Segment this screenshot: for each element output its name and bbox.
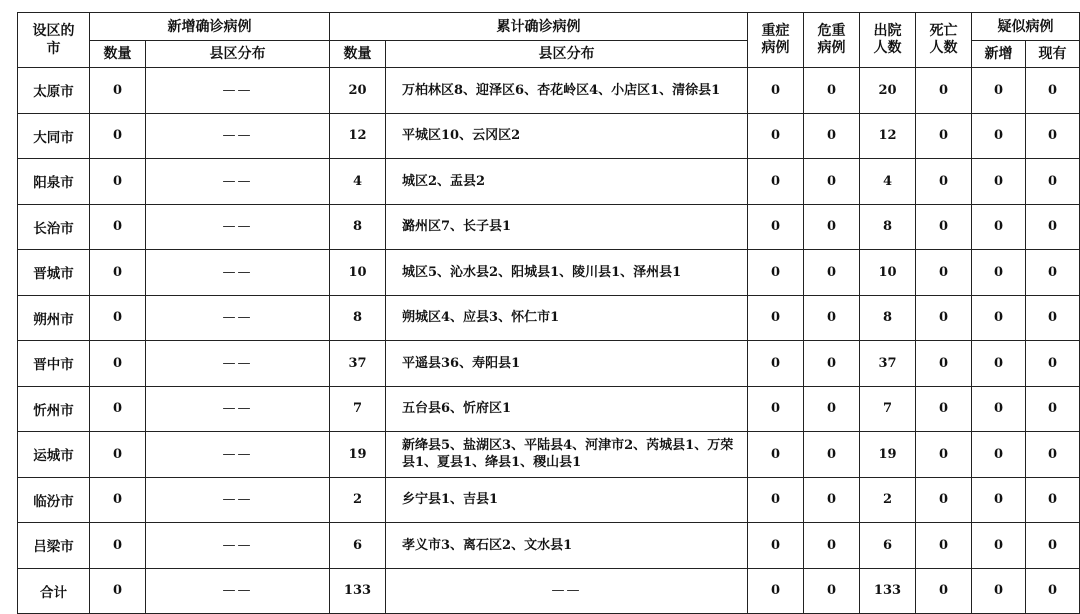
cell-suspected-new: 0	[972, 113, 1026, 159]
cell-new-district: ——	[146, 523, 330, 569]
cell-cum-district: 平城区10、云冈区2	[386, 113, 748, 159]
table-row	[18, 295, 1080, 341]
cell-cum-count: 37	[330, 341, 386, 387]
cell-cum-count: 10	[330, 250, 386, 296]
cell-suspected-current: 0	[1026, 204, 1080, 250]
cell-critical: 0	[804, 432, 860, 478]
covid-statistics-table-container	[17, 12, 1080, 614]
cell-new-count: 0	[90, 295, 146, 341]
cell-deaths: 0	[916, 68, 972, 114]
cell-severe: 0	[748, 295, 804, 341]
table-row	[18, 386, 1080, 432]
table-row	[18, 341, 1080, 387]
cell-discharged: 7	[860, 386, 916, 432]
cell-cum-count: 4	[330, 159, 386, 205]
cell-suspected-new: 0	[972, 523, 1026, 569]
cell-suspected-new: 0	[972, 250, 1026, 296]
cell-new-district: ——	[146, 113, 330, 159]
cell-new-count: 0	[90, 386, 146, 432]
total-row	[18, 568, 1080, 613]
table-row	[18, 204, 1080, 250]
cell-new-district: ——	[146, 432, 330, 478]
header-critical: 危重 病例	[804, 13, 860, 68]
header-cum-district: 县区分布	[386, 41, 748, 68]
cell-critical: 0	[804, 523, 860, 569]
cell-cum-district: 城区2、盂县2	[386, 159, 748, 205]
cell-critical: 0	[804, 250, 860, 296]
cell-city: 晋中市	[18, 341, 90, 387]
cell-severe: 0	[748, 68, 804, 114]
cell-discharged: 6	[860, 523, 916, 569]
cell-new-district: ——	[146, 386, 330, 432]
cell-city: 吕梁市	[18, 523, 90, 569]
header-city-line1: 设区的	[32, 23, 75, 39]
cell-critical: 0	[804, 386, 860, 432]
cell-suspected-current: 0	[1026, 523, 1080, 569]
cell-new-district: ——	[146, 477, 330, 523]
cell-deaths: 0	[916, 432, 972, 478]
cell-discharged: 19	[860, 432, 916, 478]
cell-new-district: ——	[146, 204, 330, 250]
cell-suspected-new: 0	[972, 68, 1026, 114]
cell-city: 长治市	[18, 204, 90, 250]
cell-suspected-new: 0	[972, 204, 1026, 250]
cell-suspected-current: 0	[1026, 113, 1080, 159]
cell-suspected-current: 0	[1026, 159, 1080, 205]
cell-city: 朔州市	[18, 295, 90, 341]
cell-new-district: ——	[146, 159, 330, 205]
cell-deaths: 0	[916, 250, 972, 296]
cell-new-count: 0	[90, 568, 146, 613]
table-row	[18, 432, 1080, 478]
header-deaths: 死亡 人数	[916, 13, 972, 68]
cell-severe: 0	[748, 113, 804, 159]
cell-cum-count: 133	[330, 568, 386, 613]
header-row-1	[18, 13, 1080, 41]
cell-suspected-current: 0	[1026, 386, 1080, 432]
cell-deaths: 0	[916, 204, 972, 250]
cell-deaths: 0	[916, 523, 972, 569]
cell-suspected-current: 0	[1026, 295, 1080, 341]
cell-cum-count: 20	[330, 68, 386, 114]
cell-discharged: 37	[860, 341, 916, 387]
cell-suspected-current: 0	[1026, 68, 1080, 114]
cell-cum-district: 五台县6、忻府区1	[386, 386, 748, 432]
cell-severe: 0	[748, 477, 804, 523]
cell-discharged: 12	[860, 113, 916, 159]
cell-discharged: 20	[860, 68, 916, 114]
table-row	[18, 159, 1080, 205]
cell-severe: 0	[748, 568, 804, 613]
cell-city: 合计	[18, 568, 90, 613]
cell-critical: 0	[804, 159, 860, 205]
header-cumulative-confirmed: 累计确诊病例	[330, 13, 748, 41]
cell-cum-count: 8	[330, 295, 386, 341]
cell-discharged: 8	[860, 204, 916, 250]
cell-new-district: ——	[146, 341, 330, 387]
cell-severe: 0	[748, 523, 804, 569]
cell-suspected-new: 0	[972, 295, 1026, 341]
cell-suspected-new: 0	[972, 432, 1026, 478]
cell-new-count: 0	[90, 204, 146, 250]
cell-cum-district: 平遥县36、寿阳县1	[386, 341, 748, 387]
header-suspected: 疑似病例	[972, 13, 1080, 41]
cell-cum-district: 潞州区7、长子县1	[386, 204, 748, 250]
cell-cum-district: 城区5、沁水县2、阳城县1、陵川县1、泽州县1	[386, 250, 748, 296]
cell-severe: 0	[748, 432, 804, 478]
cell-suspected-current: 0	[1026, 477, 1080, 523]
cell-deaths: 0	[916, 341, 972, 387]
cell-new-count: 0	[90, 432, 146, 478]
header-cum-quantity: 数量	[330, 41, 386, 68]
cell-critical: 0	[804, 295, 860, 341]
cell-cum-count: 6	[330, 523, 386, 569]
cell-severe: 0	[748, 341, 804, 387]
cell-critical: 0	[804, 68, 860, 114]
cell-suspected-new: 0	[972, 568, 1026, 613]
header-new-district: 县区分布	[146, 41, 330, 68]
header-severe: 重症 病例	[748, 13, 804, 68]
cell-cum-district: 新绛县5、盐湖区3、平陆县4、河津市2、芮城县1、万荣县1、夏县1、绛县1、稷山县1	[386, 432, 748, 478]
table-row	[18, 477, 1080, 523]
cell-critical: 0	[804, 568, 860, 613]
cell-discharged: 8	[860, 295, 916, 341]
cell-city: 临汾市	[18, 477, 90, 523]
cell-discharged: 133	[860, 568, 916, 613]
cell-suspected-new: 0	[972, 159, 1026, 205]
cell-cum-count: 7	[330, 386, 386, 432]
cell-new-count: 0	[90, 113, 146, 159]
cell-critical: 0	[804, 113, 860, 159]
cell-new-district: ——	[146, 68, 330, 114]
cell-new-count: 0	[90, 159, 146, 205]
cell-deaths: 0	[916, 568, 972, 613]
cell-city: 忻州市	[18, 386, 90, 432]
header-discharged: 出院 人数	[860, 13, 916, 68]
cell-new-count: 0	[90, 68, 146, 114]
cell-city: 太原市	[18, 68, 90, 114]
cell-suspected-new: 0	[972, 386, 1026, 432]
cell-discharged: 4	[860, 159, 916, 205]
cell-cum-district: 乡宁县1、吉县1	[386, 477, 748, 523]
cell-suspected-current: 0	[1026, 568, 1080, 613]
cell-severe: 0	[748, 159, 804, 205]
covid-statistics-table	[17, 12, 1080, 614]
header-city	[18, 13, 90, 68]
cell-new-district: ——	[146, 568, 330, 613]
cell-suspected-new: 0	[972, 477, 1026, 523]
cell-suspected-current: 0	[1026, 432, 1080, 478]
cell-cum-count: 2	[330, 477, 386, 523]
table-row	[18, 113, 1080, 159]
cell-city: 晋城市	[18, 250, 90, 296]
cell-severe: 0	[748, 250, 804, 296]
cell-severe: 0	[748, 386, 804, 432]
table-row	[18, 68, 1080, 114]
cell-deaths: 0	[916, 159, 972, 205]
cell-city: 阳泉市	[18, 159, 90, 205]
cell-suspected-new: 0	[972, 341, 1026, 387]
cell-new-count: 0	[90, 477, 146, 523]
cell-city: 运城市	[18, 432, 90, 478]
cell-deaths: 0	[916, 113, 972, 159]
cell-cum-count: 8	[330, 204, 386, 250]
cell-new-district: ——	[146, 295, 330, 341]
cell-cum-count: 12	[330, 113, 386, 159]
header-suspected-new: 新增	[972, 41, 1026, 68]
cell-discharged: 2	[860, 477, 916, 523]
cell-critical: 0	[804, 477, 860, 523]
table-row	[18, 523, 1080, 569]
cell-city: 大同市	[18, 113, 90, 159]
cell-deaths: 0	[916, 386, 972, 432]
cell-new-count: 0	[90, 341, 146, 387]
cell-suspected-current: 0	[1026, 341, 1080, 387]
cell-cum-count: 19	[330, 432, 386, 478]
cell-cum-district: 孝义市3、离石区2、文水县1	[386, 523, 748, 569]
header-suspected-current: 现有	[1026, 41, 1080, 68]
header-new-quantity: 数量	[90, 41, 146, 68]
cell-new-district: ——	[146, 250, 330, 296]
cell-critical: 0	[804, 204, 860, 250]
header-new-confirmed: 新增确诊病例	[90, 13, 330, 41]
cell-new-count: 0	[90, 523, 146, 569]
cell-deaths: 0	[916, 295, 972, 341]
cell-deaths: 0	[916, 477, 972, 523]
cell-suspected-current: 0	[1026, 250, 1080, 296]
cell-cum-district: 万柏林区8、迎泽区6、杏花岭区4、小店区1、清徐县1	[386, 68, 748, 114]
table-row	[18, 250, 1080, 296]
cell-severe: 0	[748, 204, 804, 250]
cell-critical: 0	[804, 341, 860, 387]
cell-discharged: 10	[860, 250, 916, 296]
header-city-line2: 市	[46, 41, 61, 57]
cell-new-count: 0	[90, 250, 146, 296]
cell-cum-district: 朔城区4、应县3、怀仁市1	[386, 295, 748, 341]
cell-cum-district: ——	[386, 568, 748, 613]
